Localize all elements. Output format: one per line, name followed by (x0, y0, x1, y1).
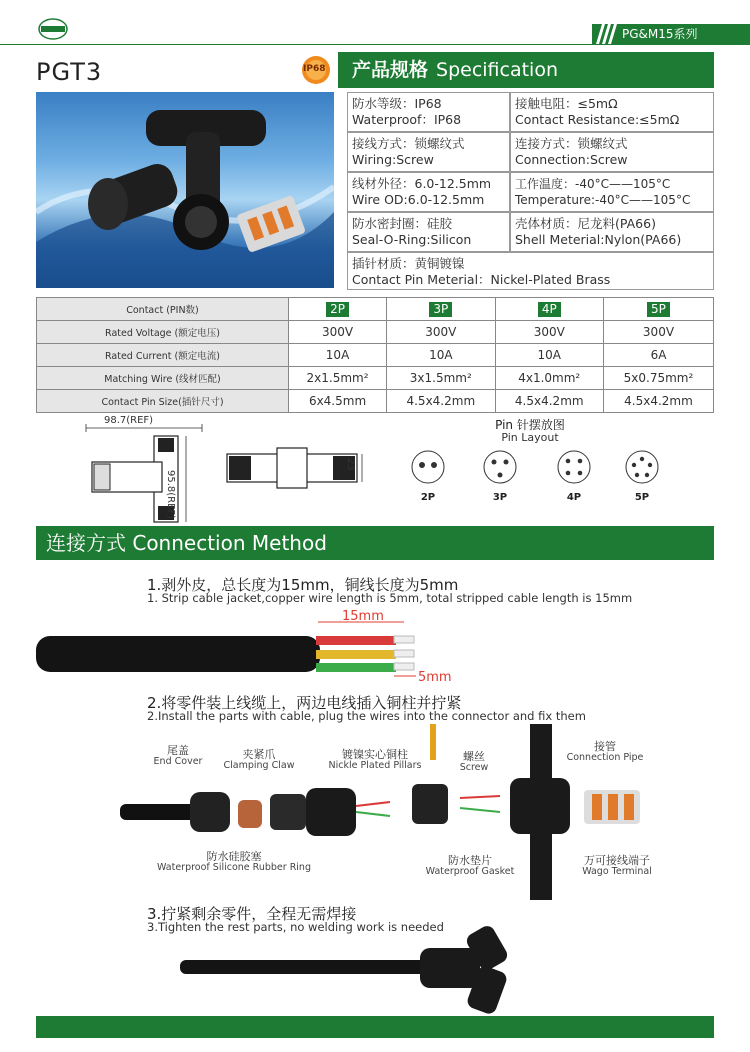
spec-contact-resistance-cn: 接触电阻：≤5mΩ (515, 96, 618, 111)
footer-bar (36, 1016, 714, 1038)
table-cell: 3x1.5mm² (387, 367, 495, 390)
table-cell: 10A (495, 344, 603, 367)
table-cell: 5x0.75mm² (603, 367, 713, 390)
side-view-drawing (225, 446, 365, 490)
ip68-badge (300, 55, 332, 85)
table-row-header: Matching Wire (线材匹配) (37, 367, 289, 390)
table-cell: 300V (289, 321, 387, 344)
dim-width-label: 98.7(REF) (104, 415, 154, 426)
pin-count-badge: 4P (538, 302, 561, 317)
spec-shell-material-cn: 壳体材质：尼龙料(PA66) (515, 216, 656, 231)
pin-layout-title-en: Pin Layout (501, 431, 559, 444)
spec-temperature-en: Temperature:-40°C——105°C (515, 193, 691, 207)
table-row (37, 321, 714, 344)
table-cell (603, 298, 713, 321)
pin-label-3p: 3P (492, 492, 508, 503)
tee-dimension-drawing (84, 414, 214, 524)
stripped-cable-illustration (36, 606, 456, 686)
spec-wire-od (347, 172, 510, 212)
pillar-label-cn: 镀镍实心铜柱 (342, 748, 408, 761)
table-cell: 6A (603, 344, 713, 367)
spec-waterproof-en: Waterproof：IP68 (352, 112, 462, 127)
brand-logo (38, 18, 68, 40)
pin-layout-5p (626, 451, 658, 483)
wago-label-en: Wago Terminal (582, 866, 652, 877)
spec-contact-resistance (510, 92, 714, 132)
table-cell (495, 298, 603, 321)
spec-seal-ring-en: Seal-O-Ring:Silicon (352, 232, 472, 247)
spec-connection-en: Connection:Screw (515, 152, 628, 167)
table-row (37, 344, 714, 367)
pin-layout-2p (412, 451, 444, 483)
screw-label-en: Screw (459, 762, 489, 773)
table-cell: 6x4.5mm (289, 390, 387, 413)
table-cell: 2x1.5mm² (289, 367, 387, 390)
specification-header (338, 52, 714, 88)
table-cell: 10A (289, 344, 387, 367)
spec-pin-material (347, 252, 714, 290)
connection-method-header: 连接方式 Connection Method (36, 526, 714, 560)
pin-label-5p: 5P (634, 492, 650, 503)
table-cell: 300V (387, 321, 495, 344)
pin-count-badge: 3P (429, 302, 452, 317)
step1-title-cn: 1.剥外皮，总长度为15mm，铜线长度为5mm (147, 576, 459, 594)
step3-title-en: 3.Tighten the rest parts, no welding work is needed (147, 920, 444, 934)
spec-connection-cn: 连接方式：锁螺纹式 (515, 136, 628, 151)
table-row (37, 367, 714, 390)
pin-spec-table (36, 297, 714, 413)
table-row (37, 390, 714, 413)
spec-contact-resistance-en: Contact Resistance:≤5mΩ (515, 112, 680, 127)
spec-wiring-cn: 接线方式：锁螺纹式 (352, 136, 465, 151)
spec-wiring-en: Wiring:Screw (352, 152, 434, 167)
end-cover-label-cn: 尾盖 (167, 744, 189, 757)
table-row (37, 298, 714, 321)
spec-wire-od-en: Wire OD:6.0-12.5mm (352, 192, 485, 207)
ring-label-en: Waterproof Silicone Rubber Ring (157, 862, 311, 873)
table-row-header: Rated Voltage (额定电压) (37, 321, 289, 344)
table-cell: 4.5x4.2mm (603, 390, 713, 413)
clamp-label-cn: 夹紧爪 (242, 748, 276, 761)
screw-label-cn: 螺丝 (463, 750, 485, 763)
table-row-header: Contact Pin Size(插针尺寸) (37, 390, 289, 413)
ring-label-cn: 防水硅胶塞 (206, 850, 262, 863)
spec-wiring (347, 132, 510, 172)
table-cell: 4x1.0mm² (495, 367, 603, 390)
spec-shell-material-en: Shell Meterial:Nylon(PA66) (515, 232, 682, 247)
ip68-badge-text: IP68 (303, 64, 326, 74)
pin-layout-diagrams (408, 449, 678, 489)
step2-title-en: 2.Install the parts with cable, plug the wires into the connector and fix them (147, 709, 586, 723)
length-15mm-label: 15mm (342, 609, 384, 624)
series-banner (592, 24, 750, 44)
pin-count-badge: 5P (647, 302, 670, 317)
pipe-label-cn: 接管 (594, 740, 616, 753)
spec-seal-ring (347, 212, 510, 252)
pin-label-2p: 2P (420, 492, 436, 503)
assembled-illustration (180, 924, 520, 1014)
table-cell: 10A (387, 344, 495, 367)
pillar-label-en: Nickle Plated Pillars (328, 760, 422, 771)
spec-wire-od-cn: 线材外径：6.0-12.5mm (352, 176, 492, 191)
dim-height-label: 95.8(REF) (165, 470, 176, 520)
table-cell: 300V (603, 321, 713, 344)
spec-temperature (510, 172, 714, 212)
pipe-label-en: Connection Pipe (566, 752, 644, 763)
gasket-label-en: Waterproof Gasket (425, 866, 515, 877)
table-cell: 4.5x4.2mm (495, 390, 603, 413)
spec-temperature-cn: 工作温度：-40°C——105°C (515, 177, 671, 191)
spec-seal-ring-cn: 防水密封圈：硅胶 (352, 216, 453, 231)
spec-connection (510, 132, 714, 172)
length-5mm-label: 5mm (418, 670, 452, 685)
clamp-label-en: Clamping Claw (223, 760, 295, 771)
table-row-header: Rated Current (额定电流) (37, 344, 289, 367)
step3-title-cn: 3.拧紧剩余零件，全程无需焊接 (147, 905, 357, 923)
gasket-label-cn: 防水垫片 (448, 854, 492, 867)
pin-layout-4p (558, 451, 590, 483)
pin-layout-title-cn: Pin 针摆放图 (495, 418, 565, 432)
spec-waterproof (347, 92, 510, 132)
stripes-icon (596, 24, 618, 44)
table-cell (289, 298, 387, 321)
spec-pin-material-en: Contact Pin Meterial：Nickel-Plated Brass (352, 272, 611, 287)
spec-title-en: Specification (436, 59, 559, 81)
pin-layout-3p (484, 451, 516, 483)
product-photo (36, 92, 334, 288)
spec-pin-material-cn: 插针材质：黄铜镀镍 (352, 256, 465, 271)
step1-title-en: 1. Strip cable jacket,copper wire length is 5mm, total stripped cable length is 15mm (147, 591, 633, 605)
series-label: PG&M15系列 (622, 27, 698, 41)
spec-shell-material (510, 212, 714, 252)
model-title: PGT3 (36, 58, 103, 86)
spec-waterproof-cn: 防水等级：IP68 (352, 96, 442, 111)
end-cover-label-en: End Cover (153, 756, 203, 767)
table-cell: 300V (495, 321, 603, 344)
spec-title-cn: 产品规格 (352, 59, 429, 81)
table-cell (387, 298, 495, 321)
header-divider (0, 44, 750, 45)
wago-label-cn: 万可接线端子 (584, 854, 650, 867)
pin-label-4p: 4P (566, 492, 582, 503)
table-cell: 4.5x4.2mm (387, 390, 495, 413)
pin-count-badge: 2P (326, 302, 349, 317)
step2-title-cn: 2.将零件装上线缆上，两边电线插入铜柱并拧紧 (147, 694, 462, 712)
table-row-header: Contact (PIN数) (37, 298, 289, 321)
dim-side-label: 23 (345, 458, 356, 471)
product-illustration (36, 92, 334, 288)
